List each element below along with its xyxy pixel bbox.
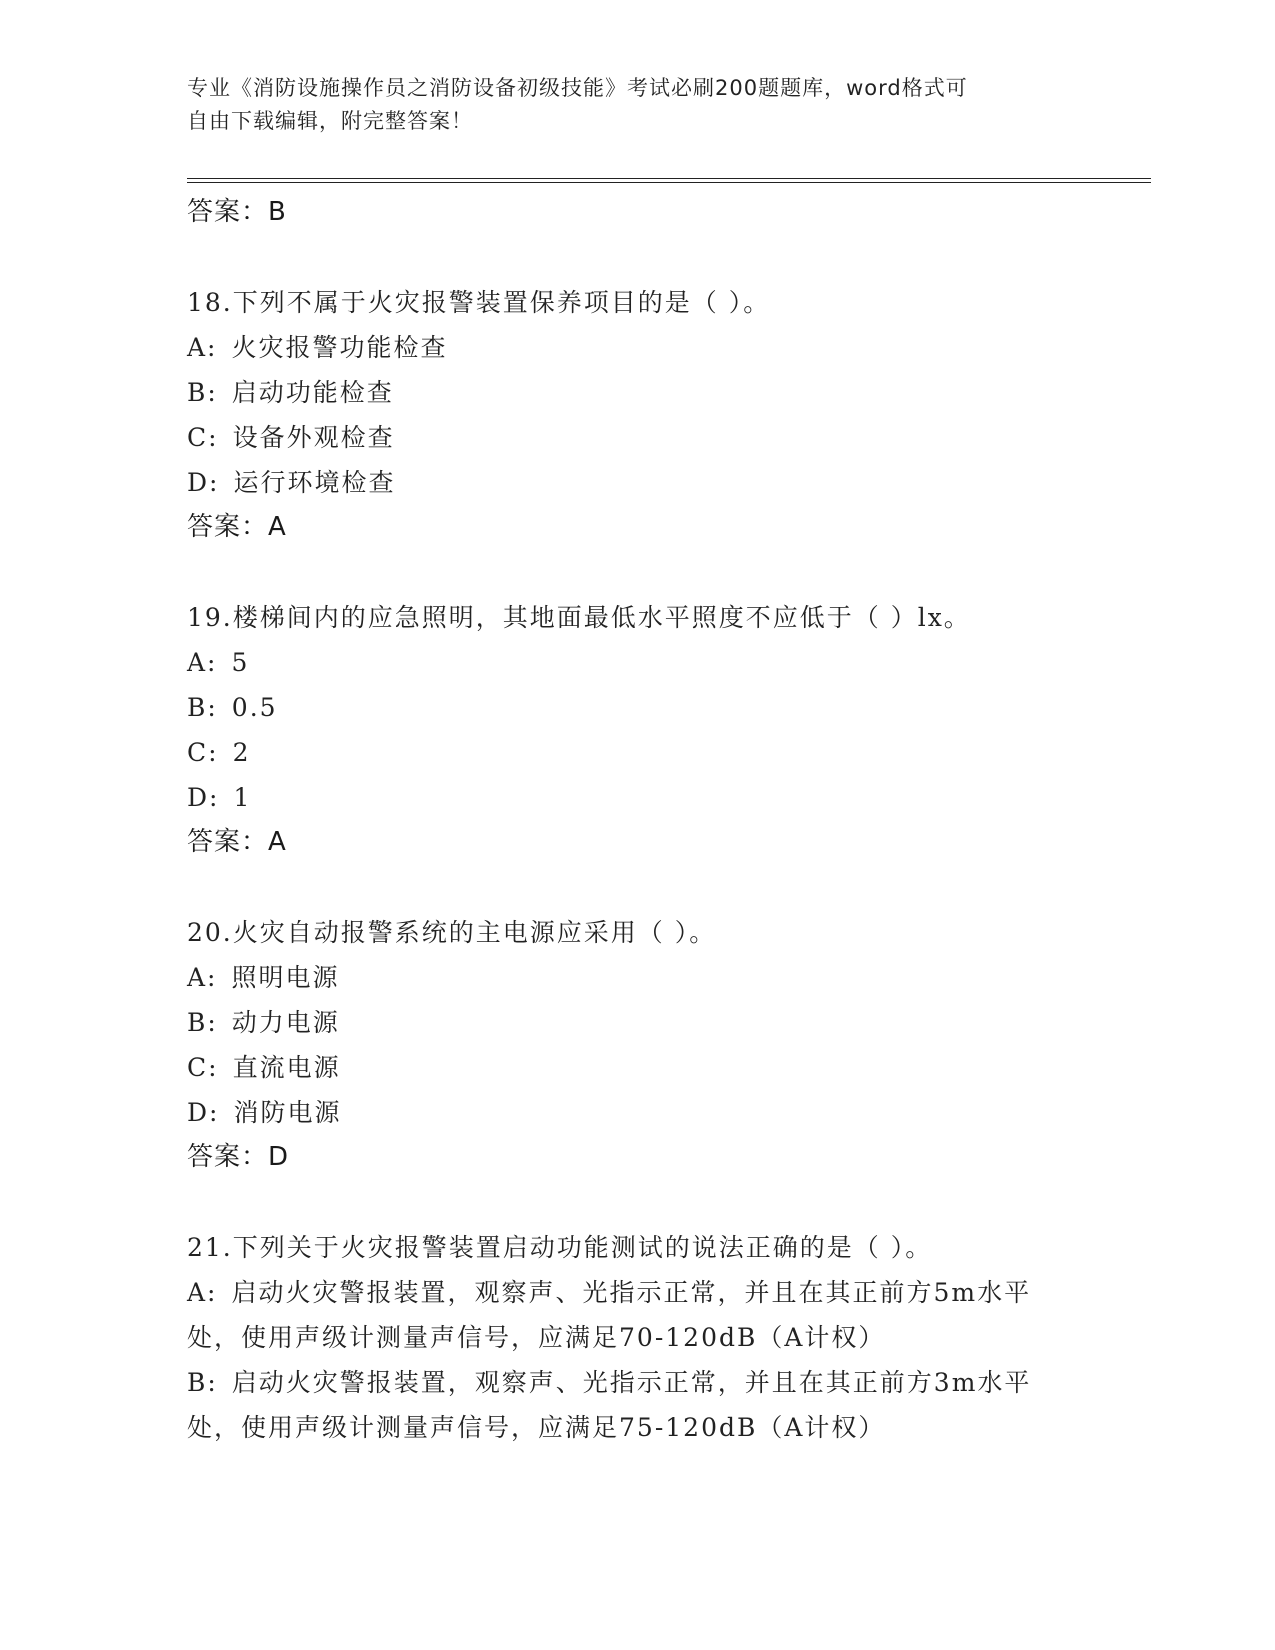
- question-title: [187, 910, 1067, 955]
- option-letter: B:: [187, 1008, 218, 1037]
- question-title: [187, 1225, 1067, 1270]
- option-text: 运行环境检查: [233, 468, 396, 497]
- answer-label: 答案：: [187, 512, 269, 542]
- question-19: [187, 595, 1067, 865]
- option-b: [187, 1360, 1067, 1450]
- option-text: 消防电源: [233, 1098, 342, 1127]
- option-d: [187, 460, 1067, 505]
- answer-line: [187, 505, 1067, 550]
- option-text: 动力电源: [231, 1008, 340, 1037]
- option-text: 直流电源: [232, 1053, 341, 1082]
- option-letter: C:: [187, 738, 219, 767]
- header-line-1: 专业《消防设施操作员之消防设备初级技能》考试必刷200题题库，word格式可: [187, 76, 968, 100]
- option-a: [187, 955, 1067, 1000]
- option-text: 设备外观检查: [232, 423, 395, 452]
- option-c: [187, 730, 1067, 775]
- question-number: 20.: [187, 918, 233, 947]
- option-a: [187, 1270, 1067, 1360]
- option-d: [187, 775, 1067, 820]
- option-text: 2: [232, 738, 251, 767]
- question-text: 楼梯间内的应急照明，其地面最低水平照度不应低于（ ）lx。: [232, 603, 971, 632]
- answer-line: [187, 1135, 1067, 1180]
- option-text: 启动火灾警报装置，观察声、光指示正常，并且在其正前方5m水平处，使用声级计测量声信号，应满足70-120dB（A计权）: [187, 1278, 1032, 1352]
- answer-value: D: [268, 1142, 290, 1172]
- option-letter: C:: [187, 423, 219, 452]
- question-text: 下列关于火灾报警装置启动功能测试的说法正确的是（ ）。: [232, 1233, 933, 1262]
- answer-line: [187, 820, 1067, 865]
- question-title: [187, 595, 1067, 640]
- question-18: [187, 280, 1067, 550]
- header-line-2: 自由下载编辑，附完整答案！: [187, 109, 473, 133]
- question-title: [187, 280, 1067, 325]
- option-c: [187, 415, 1067, 460]
- question-20: [187, 910, 1067, 1180]
- option-text: 火灾报警功能检查: [231, 333, 448, 362]
- option-letter: D:: [187, 783, 220, 812]
- option-text: 5: [231, 648, 250, 677]
- option-a: [187, 640, 1067, 685]
- option-text: 1: [233, 783, 252, 812]
- option-letter: D:: [187, 468, 220, 497]
- option-letter: D:: [187, 1098, 220, 1127]
- option-letter: C:: [187, 1053, 219, 1082]
- option-letter: A:: [187, 333, 218, 362]
- option-text: 启动火灾警报装置，观察声、光指示正常，并且在其正前方3m水平处，使用声级计测量声信号，应满足75-120dB（A计权）: [187, 1368, 1032, 1442]
- answer-value: A: [268, 827, 287, 857]
- option-letter: B:: [187, 1368, 218, 1397]
- option-text: 启动功能检查: [231, 378, 394, 407]
- header-divider-top: [187, 178, 1151, 179]
- option-b: [187, 1000, 1067, 1045]
- answer-label: 答案：: [187, 197, 269, 227]
- option-letter: A:: [187, 963, 218, 992]
- header-divider-bottom: [187, 182, 1151, 183]
- document-header: [187, 72, 1067, 138]
- option-letter: B:: [187, 378, 218, 407]
- option-b: [187, 685, 1067, 730]
- option-letter: A:: [187, 648, 218, 677]
- answer-label: 答案：: [187, 1142, 269, 1172]
- option-text: 照明电源: [231, 963, 340, 992]
- question-number: 18.: [187, 288, 233, 317]
- option-a: [187, 325, 1067, 370]
- question-text: 火灾自动报警系统的主电源应采用（ ）。: [232, 918, 717, 947]
- question-number: 19.: [187, 603, 233, 632]
- answer-value: B: [268, 197, 287, 227]
- question-list: [187, 190, 1067, 1450]
- option-b: [187, 370, 1067, 415]
- question-21: [187, 1225, 1067, 1450]
- option-letter: A:: [187, 1278, 218, 1307]
- question-number: 21.: [187, 1233, 233, 1262]
- answer-value: A: [268, 512, 287, 542]
- option-c: [187, 1045, 1067, 1090]
- answer-line: [187, 190, 1067, 235]
- option-d: [187, 1090, 1067, 1135]
- option-letter: B:: [187, 693, 218, 722]
- answer-label: 答案：: [187, 827, 269, 857]
- question-text: 下列不属于火灾报警装置保养项目的是（ ）。: [232, 288, 771, 317]
- option-text: 0.5: [231, 693, 278, 722]
